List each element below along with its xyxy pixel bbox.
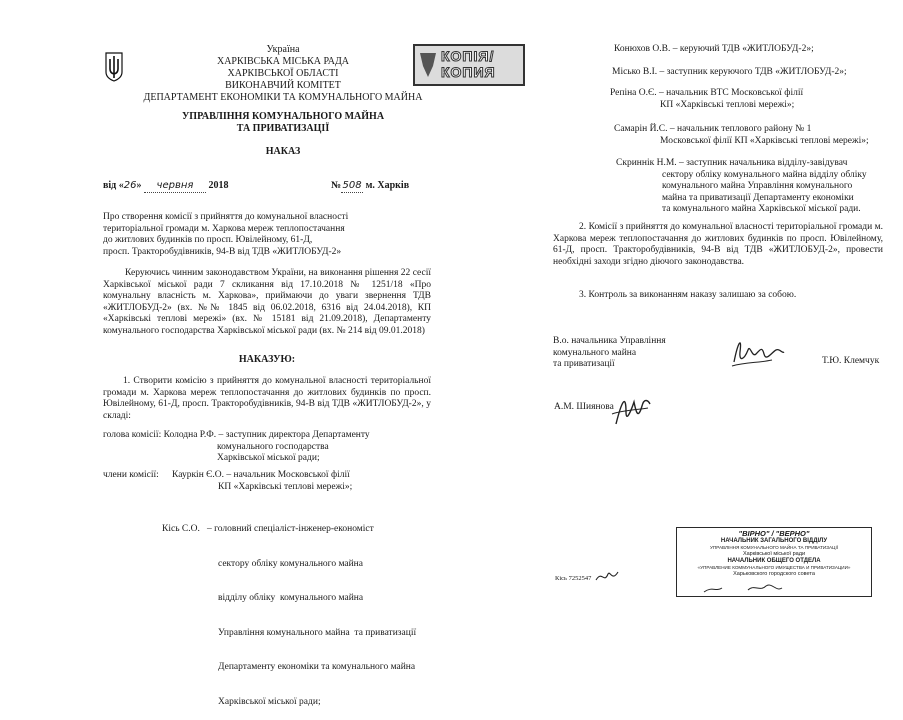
member-skrynnik-line-5: та комунального майна Харківської міської ради. (662, 204, 861, 214)
order-date-number-line (103, 180, 433, 194)
date-quote-close: » (136, 180, 142, 191)
order-subject (103, 212, 403, 258)
member-samarin (614, 124, 869, 147)
executor-note: Кісь 7252547 (555, 575, 592, 582)
approver-signature (608, 390, 654, 430)
date-prefix: від « (103, 180, 124, 191)
order-year: 2018 (208, 180, 229, 191)
members-label: члени комісії: (103, 470, 159, 480)
signatory-title-line-1: В.о. начальника Управління (553, 336, 666, 346)
member-kis-line-2: сектору обліку комунального майна (218, 558, 363, 569)
order-month: червня (144, 180, 206, 193)
document-header (120, 44, 446, 104)
directorate-line-1: УПРАВЛІННЯ КОМУНАЛЬНОГО МАЙНА (181, 111, 385, 122)
signatory-name: Т.Ю. Клемчук (822, 356, 880, 366)
member-skrynnik-line-2: сектору обліку комунального майна відділу обліку (662, 169, 867, 180)
stamp-line-1: "ВІРНО" / "ВЕРНО" (738, 529, 810, 538)
signatory-title-line-2: комунального майна (553, 347, 637, 358)
member-kis-line-1: Кісь С.О. – головний спеціаліст-інженер-економіст (162, 524, 374, 534)
member-samarin-line-2: Московської філії КП «Харківські теплові мережі»; (660, 135, 869, 146)
directorate-line-2: ТА ПРИВАТИЗАЦІЇ (236, 123, 330, 134)
member-repina-line-2: КП «Харківські теплові мережі»; (660, 99, 795, 110)
council-name: ХАРКІВСЬКА МІСЬКА РАДА (216, 56, 350, 67)
member-kaurkin-line-2: КП «Харківські теплові мережі»; (218, 481, 353, 492)
copy-stamp-icon (417, 50, 439, 80)
order-day: 26 (123, 180, 137, 191)
member-kis-line-5: Департаменту економіки та комунального майна (218, 662, 416, 672)
signatory-title (553, 336, 693, 371)
order-item-2: 2. Комісії з прийняття до комунальної власності територіальної громади м. Харкова мереж теплопостачання до житлових будинків по просп. Ювілейному, 61-Д, просп. Тракторобудівників, 94-В від ТДВ «ЖИТЛОБУД-2», провести необхідні заходи згідно діючого законодавства. (553, 222, 883, 267)
document-type: НАКАЗ (265, 146, 301, 157)
member-kis-line-4: Управління комунального майна та приватизації (218, 627, 417, 638)
commission-chair (103, 430, 433, 465)
country: Україна (266, 44, 300, 55)
member-skrynnik-line-3: комунального майна Управління комунального (662, 181, 853, 191)
order-item-3: 3. Контроль за виконанням наказу залишаю за собою. (579, 290, 797, 300)
approver-name: А.М. Шиянова (554, 402, 614, 412)
copy-stamp (413, 44, 525, 86)
copy-stamp-line-1: КОПІЯ/ (441, 48, 495, 64)
subject-line-3: до житлових будинків по просп. Ювілейному, 61-Д, (103, 235, 313, 245)
stamp-line-2: НАЧАЛЬНИК ЗАГАЛЬНОГО ВІДДІЛУ (720, 538, 828, 544)
stamp-signature (702, 580, 842, 596)
stamp-line-7: Харьковского городского совета (733, 570, 815, 577)
stamp-line-6: «УПРАВЛЕНИЕ КОММУНАЛЬНОГО ИМУЩЕСТВА И ПРИВАТИЗАЦИИ» (697, 564, 851, 570)
chair-line-2: Харківської міської ради; (217, 453, 320, 463)
member-kis-line-3: відділу обліку комунального майна (218, 593, 364, 603)
member-misko: Місько В.І. – заступник керуючого ТДВ «ЖИТЛОБУД-2»; (612, 67, 847, 77)
order-item-1: 1. Створити комісію з прийняття до комунальної власності територіальної громади м. Харкова мереж теплопостачання до житлових будинків по просп. Ювілейному, 61-Д, просп. Тракторобудівників, 94-В від ТДВ «ЖИТЛОБУД-2», у складі: (103, 376, 431, 421)
directorate-name (120, 111, 446, 135)
member-skrynnik (616, 158, 867, 216)
member-kis (162, 501, 432, 720)
order-city: м. Харків (365, 180, 410, 191)
member-skrynnik-line-1: Скриннік Н.М. – заступник начальника відділу-завідувач (616, 158, 848, 168)
member-repina (610, 88, 803, 111)
department-name: ДЕПАРТАМЕНТ ЕКОНОМІКИ ТА КОМУНАЛЬНОГО МАЙНА (143, 92, 423, 103)
subject-line-4: просп. Тракторобудівників, 94-В від ТДВ «ЖИТЛОБУД-2» (103, 246, 342, 257)
region-name: ХАРКІВСЬКОЇ ОБЛАСТІ (227, 68, 339, 79)
committee-name: ВИКОНАВЧИЙ КОМІТЕТ (225, 80, 341, 91)
member-kis-line-6: Харківської міської ради; (218, 696, 321, 707)
member-samarin-line-1: Самарін Й.С. – начальник теплового району № 1 (614, 124, 812, 134)
member-skrynnik-line-4: майна та приватизації Департаменту економіки (662, 192, 854, 203)
member-konyukhov: Конюхов О.В. – керуючий ТДВ «ЖИТЛОБУД-2»; (614, 44, 814, 54)
preamble-paragraph: Керуючись чинним законодавством України, на виконання рішення 22 сесії Харківської міської ради 7 скликання від 17.10.2018 № 1251/18 «Про комунальну власність м. Харкова», приймаючи до уваги звернення ТДВ «ЖИТЛОБУД-2» (вх. №№ 1845 від 06.02.2018, 6316 від 24.04.2018), КП «Харківські теплові мережі» (вх. № 15181 від 21.09.2018), Департаменту комунального господарства Харківської міської ради (вх. № 214 від 09.01.2018) (103, 268, 431, 336)
subject-line-2: територіальної громади м. Харкова мереж теплопостачання (103, 223, 345, 234)
member-kaurkin-line-1: Кауркін Є.О. – начальник Московської філії (172, 470, 350, 480)
copy-stamp-line-2: КОПИЯ (441, 64, 496, 80)
director-signature (728, 332, 786, 372)
number-prefix: № (331, 180, 342, 191)
subject-line-1: Про створення комісії з прийняття до комунальної власності (103, 212, 349, 222)
chair-line-1: комунального господарства (217, 441, 329, 452)
stamp-line-5: НАЧАЛЬНИК ОБЩЕГО ОТДЕЛА (727, 557, 821, 564)
chair-label: голова комісії: Колодна Р.Ф. – заступник директора Департаменту (103, 430, 370, 440)
executor-signature (594, 566, 622, 586)
order-number: 508 (342, 180, 362, 191)
order-word: НАКАЗУЮ: (238, 354, 296, 365)
stamp-line-3: УПРАВЛІННЯ КОМУНАЛЬНОГО МАЙНА ТА ПРИВАТИЗАЦІЇ (709, 545, 839, 550)
member-repina-line-1: Репіна О.Є. – начальник ВТС Московської філії (610, 88, 804, 98)
stamp-line-4: Харківської міської ради (742, 551, 806, 557)
member-kaurkin (172, 470, 432, 493)
signatory-title-line-3: та приватизації (553, 359, 615, 369)
